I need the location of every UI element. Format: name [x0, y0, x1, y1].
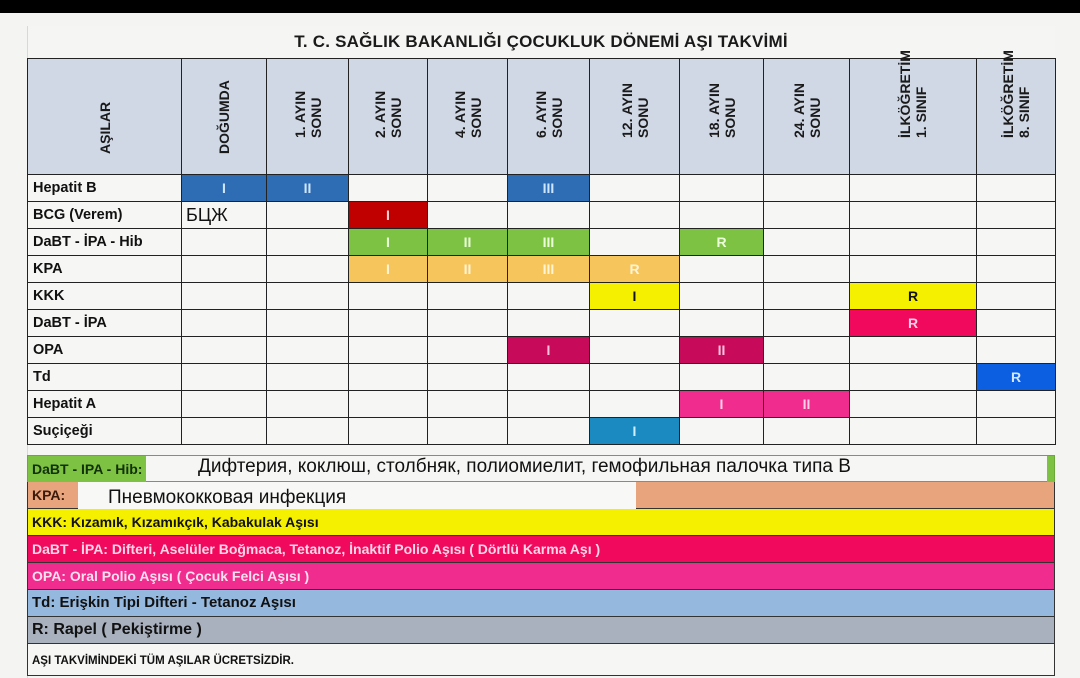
empty-cell: [182, 310, 267, 337]
dose-cell: I: [349, 256, 428, 283]
empty-cell: [182, 337, 267, 364]
page-title: T. C. SAĞLIK BAKANLIĞI ÇOCUKLUK DÖNEMİ AŞI TAKVİMİ: [294, 32, 788, 51]
table-row: [28, 310, 1056, 337]
empty-cell: [590, 391, 680, 418]
empty-cell: [182, 256, 267, 283]
empty-cell: [680, 175, 764, 202]
dose-cell: III: [508, 175, 590, 202]
vaccination-schedule-table: [27, 50, 1056, 445]
empty-cell: [267, 337, 349, 364]
column-header-month-4: 4. AYIN SONU: [428, 59, 508, 175]
table-row: [28, 229, 1056, 256]
dose-cell: R: [850, 310, 977, 337]
table-row: [28, 364, 1056, 391]
legend-green-edge: [1047, 456, 1054, 482]
legend-code: Td:: [32, 594, 56, 611]
empty-cell: [977, 175, 1056, 202]
legend-code: DaBT - İPA:: [32, 541, 108, 557]
legend-item-kkk: [27, 509, 1055, 536]
empty-cell: [850, 391, 977, 418]
legend-item-rapel: [27, 617, 1055, 644]
empty-cell: [764, 256, 850, 283]
column-header-month-6: 6. AYIN SONU: [508, 59, 590, 175]
legend-code: R:: [32, 621, 49, 638]
legend-code: KPA:: [32, 487, 66, 503]
empty-cell: [977, 337, 1056, 364]
dose-cell: I: [680, 391, 764, 418]
empty-cell: [428, 418, 508, 445]
table-row: [28, 256, 1056, 283]
empty-cell: [267, 256, 349, 283]
empty-cell: [850, 337, 977, 364]
empty-cell: [764, 364, 850, 391]
empty-cell: [267, 310, 349, 337]
dose-cell: II: [680, 337, 764, 364]
empty-cell: [977, 283, 1056, 310]
legend-item-td: [27, 590, 1055, 617]
empty-cell: [428, 391, 508, 418]
column-header-month-1: 1. AYIN SONU: [267, 59, 349, 175]
empty-cell: [428, 310, 508, 337]
vaccine-name: DaBT - İPA: [28, 310, 182, 337]
empty-cell: [680, 310, 764, 337]
empty-cell: [764, 202, 850, 229]
column-header-month-12: 12. AYIN SONU: [590, 59, 680, 175]
legend: [27, 455, 1055, 676]
column-header-month-18: 18. AYIN SONU: [680, 59, 764, 175]
empty-cell: [977, 418, 1056, 445]
empty-cell: [267, 391, 349, 418]
table-row: [28, 337, 1056, 364]
empty-cell: [428, 337, 508, 364]
dose-cell: R: [850, 283, 977, 310]
empty-cell: [349, 364, 428, 391]
empty-cell: [267, 418, 349, 445]
vaccine-name: Hepatit A: [28, 391, 182, 418]
empty-cell: [349, 175, 428, 202]
empty-cell: [850, 418, 977, 445]
empty-cell: [428, 283, 508, 310]
empty-cell: [590, 202, 680, 229]
empty-cell: [590, 364, 680, 391]
vaccine-name: DaBT - İPA - Hib: [28, 229, 182, 256]
column-header-grade-8: İLKÖĞRETİM 8. SINIF: [977, 59, 1056, 175]
empty-cell: [349, 283, 428, 310]
empty-cell: [428, 364, 508, 391]
column-header-grade-1: İLKÖĞRETİM 1. SINIF: [850, 59, 977, 175]
header-row: [28, 59, 1056, 175]
empty-cell: [182, 418, 267, 445]
table-row: [28, 175, 1056, 202]
empty-cell: [850, 202, 977, 229]
table-row: [28, 202, 1056, 229]
dose-cell: R: [590, 256, 680, 283]
dose-cell: I: [182, 175, 267, 202]
vaccine-name: KPA: [28, 256, 182, 283]
legend-text: Rapel ( Pekiştirme ): [48, 621, 202, 638]
column-header-month-24: 24. AYIN SONU: [764, 59, 850, 175]
legend-translation: Пневмококковая инфекция: [108, 487, 347, 508]
empty-cell: [850, 364, 977, 391]
empty-cell: [680, 364, 764, 391]
empty-cell: [349, 391, 428, 418]
empty-cell: [508, 364, 590, 391]
dose-cell: I: [590, 283, 680, 310]
dose-cell: III: [508, 256, 590, 283]
dose-cell: R: [977, 364, 1056, 391]
empty-cell: [590, 310, 680, 337]
vaccine-name: Td: [28, 364, 182, 391]
legend-item-dabt-ipa-hib: [27, 455, 1055, 482]
empty-cell: [977, 256, 1056, 283]
empty-cell: [977, 202, 1056, 229]
dose-cell: II: [267, 175, 349, 202]
empty-cell: [764, 175, 850, 202]
empty-cell: [508, 391, 590, 418]
vaccine-name: Suçiçeği: [28, 418, 182, 445]
empty-cell: [182, 229, 267, 256]
empty-cell: [182, 391, 267, 418]
table-row: [28, 418, 1056, 445]
legend-translation: Дифтерия, коклюш, столбняк, полиомиелит, гемофильная палочка типа B: [198, 456, 851, 477]
empty-cell: [508, 418, 590, 445]
empty-cell: [764, 310, 850, 337]
column-header-vaccines: AŞILAR: [28, 59, 182, 175]
dose-cell: R: [680, 229, 764, 256]
legend-item-opa: [27, 563, 1055, 590]
empty-cell: [977, 391, 1056, 418]
empty-cell: [508, 283, 590, 310]
dose-cell: II: [428, 256, 508, 283]
empty-cell: [850, 175, 977, 202]
legend-text: Kızamık, Kızamıkçık, Kabakulak Aşısı: [67, 514, 319, 530]
empty-cell: [349, 337, 428, 364]
empty-cell: [508, 310, 590, 337]
footer-note: AŞI TAKVİMİNDEKİ TÜM AŞILAR ÜCRETSİZDİR.: [27, 644, 1055, 676]
legend-text: Oral Polio Aşısı ( Çocuk Felci Aşısı ): [65, 568, 310, 584]
dose-cell: I: [349, 229, 428, 256]
empty-cell: [349, 418, 428, 445]
empty-cell: [764, 283, 850, 310]
dose-cell: I: [349, 202, 428, 229]
column-header-birth: DOĞUMDA: [182, 59, 267, 175]
dose-cell: III: [508, 229, 590, 256]
empty-cell: [267, 364, 349, 391]
empty-cell: [267, 229, 349, 256]
empty-cell: [764, 337, 850, 364]
legend-text: Difteri, Aselüler Boğmaca, Tetanoz, İnaktif Polio Aşısı ( Dörtlü Karma Aşı ): [107, 541, 601, 557]
legend-text: Erişkin Tipi Difteri - Tetanoz Aşısı: [55, 594, 296, 611]
empty-cell: [680, 202, 764, 229]
vaccine-name: OPA: [28, 337, 182, 364]
dose-cell: II: [428, 229, 508, 256]
vaccine-name: Hepatit B: [28, 175, 182, 202]
empty-cell: [428, 175, 508, 202]
legend-item-dabt-ipa: [27, 536, 1055, 563]
legend-code: OPA:: [32, 568, 66, 584]
empty-cell: [850, 256, 977, 283]
dose-cell: II: [764, 391, 850, 418]
empty-cell: [680, 256, 764, 283]
legend-code: DaBT - IPA - Hib:: [28, 456, 146, 482]
legend-code: KKK:: [32, 514, 67, 530]
dose-cell: I: [508, 337, 590, 364]
empty-cell: [267, 202, 349, 229]
empty-cell: [590, 337, 680, 364]
empty-cell: [977, 310, 1056, 337]
empty-cell: [850, 229, 977, 256]
note-cell: БЦЖ: [182, 202, 267, 229]
empty-cell: [764, 229, 850, 256]
empty-cell: [182, 364, 267, 391]
legend-item-kpa: [27, 482, 1055, 509]
table-row: [28, 391, 1056, 418]
empty-cell: [680, 418, 764, 445]
empty-cell: [508, 202, 590, 229]
empty-cell: [182, 283, 267, 310]
vaccine-name: KKK: [28, 283, 182, 310]
empty-cell: [680, 283, 764, 310]
empty-cell: [590, 175, 680, 202]
vaccine-name: BCG (Verem): [28, 202, 182, 229]
empty-cell: [977, 229, 1056, 256]
empty-cell: [590, 229, 680, 256]
column-header-month-2: 2. AYIN SONU: [349, 59, 428, 175]
empty-cell: [428, 202, 508, 229]
empty-cell: [764, 418, 850, 445]
table-row: [28, 283, 1056, 310]
top-black-bar: [0, 0, 1080, 13]
empty-cell: [349, 310, 428, 337]
dose-cell: I: [590, 418, 680, 445]
empty-cell: [267, 283, 349, 310]
